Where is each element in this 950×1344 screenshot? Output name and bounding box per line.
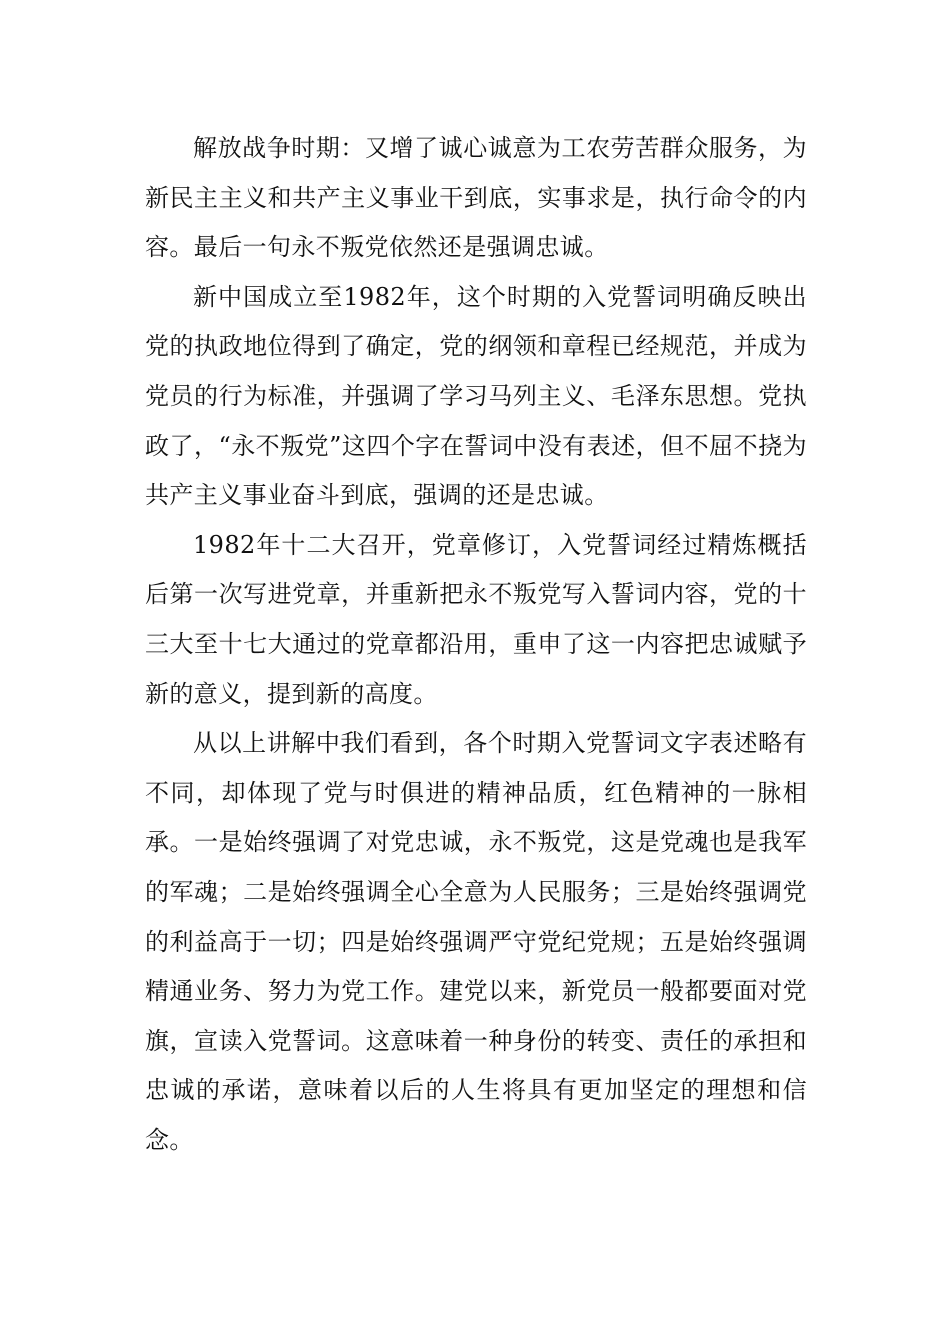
paragraph-1982-twelfth-congress: 1982年十二大召开，党章修订，入党誓词经过精炼概括后第一次写进党章，并重新把永不叛党写入誓词内容，党的十三大至十七大通过的党章都沿用，重申了这一内容把忠诚赋予新的意义，提到新的高度。	[145, 530, 807, 708]
paragraph-new-china-to-1982: 新中国成立至1982年，这个时期的入党誓词明确反映出党的执政地位得到了确定，党的纲领和章程已经规范，并成为党员的行为标准，并强调了学习马列主义、毛泽东思想。党执政了，“永不叛党”这四个字在誓词中没有表述，但不屈不挠为共产主义事业奋斗到底，强调的还是忠诚。	[145, 282, 807, 510]
document-body	[145, 124, 807, 1165]
paragraph-summary: 从以上讲解中我们看到，各个时期入党誓词文字表述略有不同，却体现了党与时俱进的精神品质，红色精神的一脉相承。一是始终强调了对党忠诚，永不叛党，这是党魂也是我军的军魂；二是始终强调全心全意为人民服务；三是始终强调党的利益高于一切；四是始终强调严守党纪党规；五是始终强调精通业务、努力为党工作。建党以来，新党员一般都要面对党旗，宣读入党誓词。这意味着一种身份的转变、责任的承担和忠诚的承诺，意味着以后的人生将具有更加坚定的理想和信念。	[145, 729, 807, 1154]
paragraph-liberation-war-period: 解放战争时期：又增了诚心诚意为工农劳苦群众服务，为新民主主义和共产主义事业干到底，实事求是，执行命令的内容。最后一句永不叛党依然还是强调忠诚。	[145, 134, 807, 262]
